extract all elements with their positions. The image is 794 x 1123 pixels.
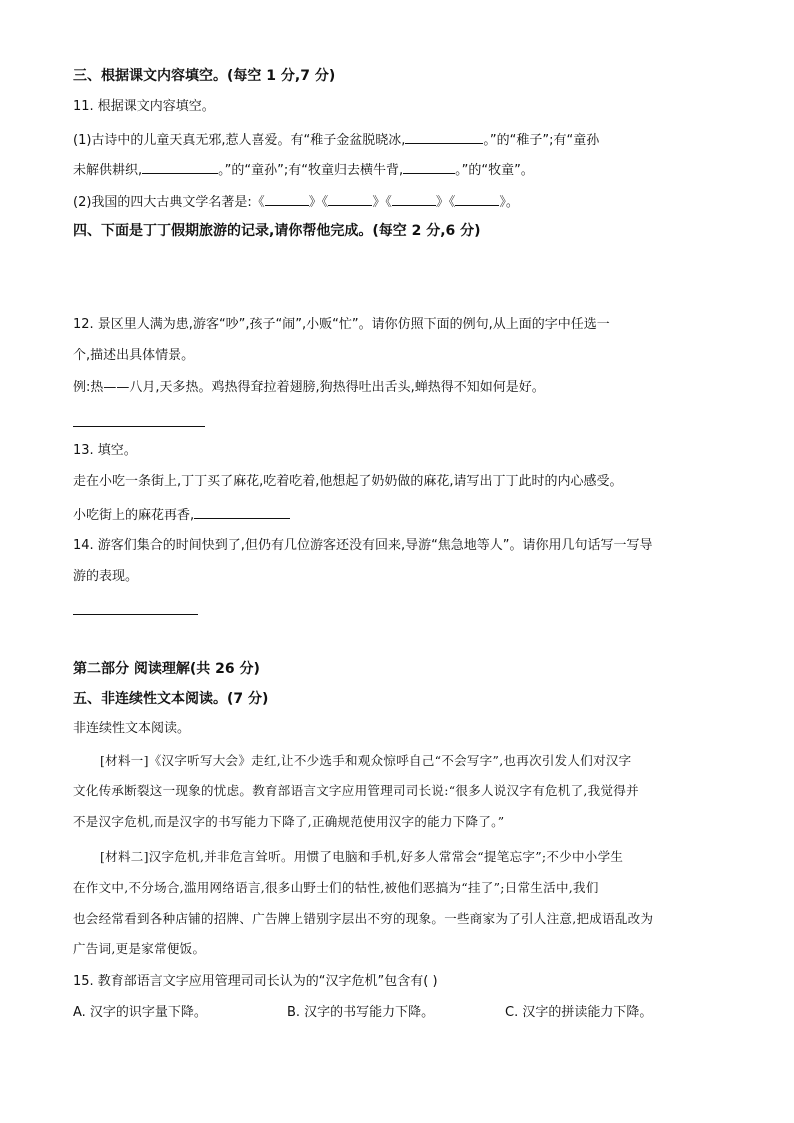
section-5-intro: 非连续性文本阅读。 [73,721,191,736]
q11-2-text-a: (2)我国的四大古典文学名著是:《 [73,195,265,210]
material-2-line-2: 在作文中,不分场合,滥用网络语言,很多山野士们的牯性,被他们恶搞为“挂了”;日常生活中,我们 [73,880,599,895]
section-3-heading: 三、根据课文内容填空。(每空 1 分,7 分) [73,68,336,84]
question-11-part-1-line-1 [73,130,599,150]
answer-blank-2[interactable] [142,160,218,174]
q11-1-text-a: (1)古诗中的儿童天真无邪,惹人喜爱。有“稚子金盆脱晓冰, [73,133,406,148]
question-13-line-1: 走在小吃一条街上,丁丁买了麻花,吃着吃着,他想起了奶奶做的麻花,请写出丁丁此时的内心感受。 [73,474,623,489]
option-b[interactable]: B. 汉字的书写能力下降。 [287,1005,435,1020]
answer-blank-7[interactable] [455,192,499,206]
answer-blank-6[interactable] [392,192,436,206]
answer-blank-3[interactable] [403,160,455,174]
question-12-line-1: 12. 景区里人满为患,游客“吵”,孩子“闹”,小贩“忙”。请你仿照下面的例句,从上面的字中任选一 [73,317,610,332]
book-separator: 》《 [372,195,392,210]
question-11-part-1-line-2 [73,160,534,180]
question-14-line-1: 14. 游客们集合的时间快到了,但仍有几位游客还没有回来,导游“焦急地等人”。请你用几句话写一写导 [73,538,653,553]
answer-blank-1[interactable] [405,130,483,144]
answer-blank-4[interactable] [265,192,309,206]
q11-1-text-b: 。”的“稚子”;有“童孙 [483,133,600,148]
q11-1-text-e: 。”的“牧童”。 [455,163,534,178]
question-13-line-2 [73,505,290,525]
question-15: 15. 教育部语言文字应用管理司司长认为的“汉字危机”包含有( ) [73,974,438,989]
question-14-line-2: 游的表现。 [73,569,139,584]
answer-line-12[interactable] [73,426,205,427]
part-2-heading: 第二部分 阅读理解(共 26 分) [73,661,260,677]
question-13-title: 13. 填空。 [73,443,137,458]
question-12-line-2: 个,描述出具体情景。 [73,348,195,363]
q11-1-text-c: 未解供耕织, [73,163,143,178]
material-2-line-3: 也会经常看到各种店铺的招牌、广告牌上错别字层出不穷的现象。一些商家为了引人注意,把成语乱改为 [73,911,654,926]
material-2-line-1: [材料二]汉字危机,并非危言耸听。用惯了电脑和手机,好多人常常会“提笔忘字”;不少中小学生 [100,849,624,864]
section-4-heading: 四、下面是丁丁假期旅游的记录,请你帮他完成。(每空 2 分,6 分) [73,223,481,239]
question-11-title: 11. 根据课文内容填空。 [73,99,215,114]
question-11-part-2 [73,192,519,212]
book-separator: 》《 [308,195,329,210]
option-c[interactable]: C. 汉字的拼读能力下降。 [505,1005,653,1020]
material-1-line-1: [材料一]《汉字听写大会》走红,让不少选手和观众惊呼自己“不会写字”,也再次引发人们对汉字 [100,753,632,768]
material-1-line-2: 文化传承断裂这一现象的忧虑。教育部语言文字应用管理司司长说:“很多人说汉字有危机了,我觉得并 [73,783,639,798]
book-end: 》。 [499,195,519,210]
question-12-example: 例:热——八月,天多热。鸡热得耷拉着翅膀,狗热得吐出舌头,蝉热得不知如何是好。 [73,380,545,395]
book-separator: 》《 [435,195,456,210]
q13-text: 小吃街上的麻花再香, [73,508,195,523]
answer-line-14[interactable] [73,614,198,615]
material-2-line-4: 广告词,更是家常便饭。 [73,941,206,956]
answer-blank-13[interactable] [194,505,290,519]
section-5-heading: 五、非连续性文本阅读。(7 分) [73,691,269,707]
q11-1-text-d: 。”的“童孙”;有“牧童归去横牛背, [218,163,404,178]
material-1-line-3: 不是汉字危机,而是汉字的书写能力下降了,正确规范使用汉字的能力下降了。” [73,814,505,829]
option-a[interactable]: A. 汉字的识字量下降。 [73,1005,207,1020]
answer-blank-5[interactable] [328,192,372,206]
